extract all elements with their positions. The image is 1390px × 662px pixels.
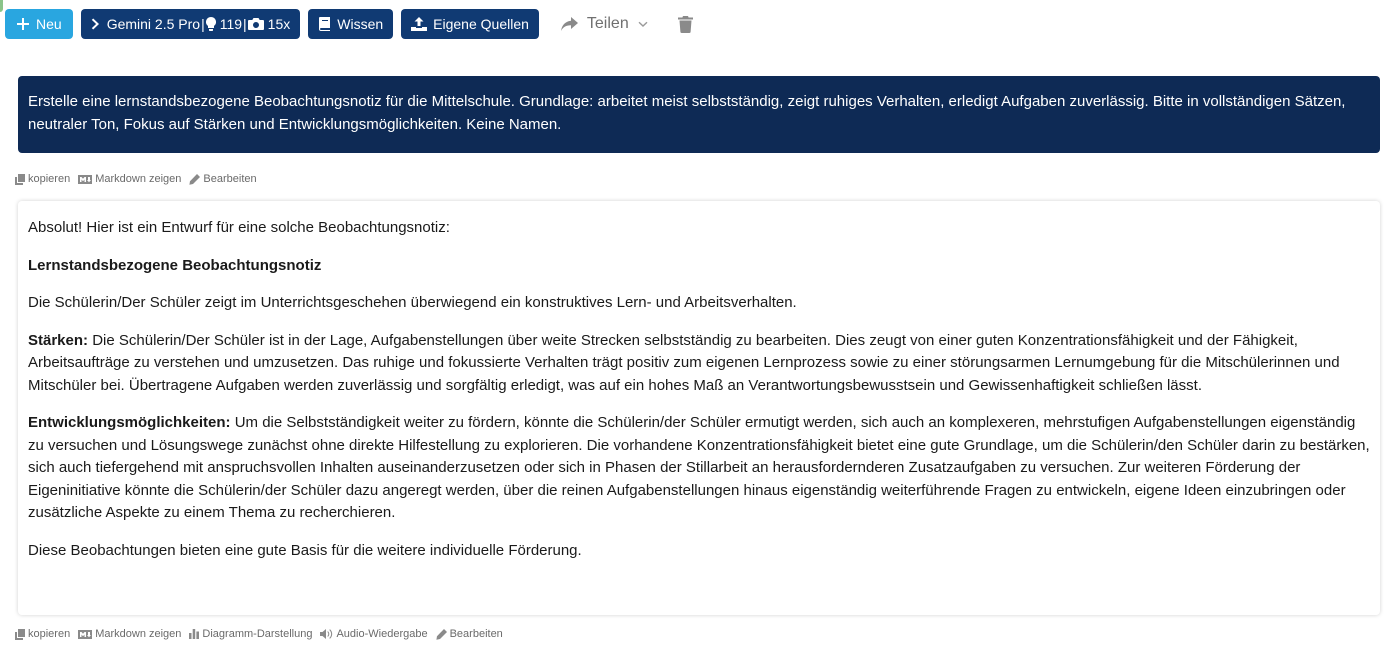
answer-audio-action[interactable]	[320, 628, 427, 640]
camera-icon	[248, 18, 264, 30]
answer-development	[28, 412, 1370, 525]
answer-strengths	[28, 330, 1370, 398]
assistant-answer	[18, 201, 1380, 615]
own-sources-button[interactable]	[401, 9, 539, 39]
edit-label: Bearbeiten	[449, 628, 503, 640]
chart-label: Diagramm-Darstellung	[202, 628, 313, 640]
upload-icon	[411, 17, 427, 31]
answer-actions	[15, 628, 511, 640]
markdown-label: Markdown zeigen	[95, 173, 182, 185]
markdown-icon	[78, 630, 92, 639]
lightbulb-icon	[206, 17, 216, 31]
model-separator-2: |	[243, 16, 247, 32]
prompt-actions	[15, 173, 265, 185]
chevron-right-icon	[91, 18, 101, 30]
book-icon	[318, 17, 331, 31]
prompt-markdown-action[interactable]	[78, 173, 181, 185]
model-name: Gemini 2.5 Pro	[106, 16, 201, 32]
pencil-icon	[189, 174, 200, 185]
answer-edit-action[interactable]	[436, 628, 503, 640]
prompt-copy-action[interactable]	[15, 173, 70, 185]
knowledge-button[interactable]	[308, 9, 393, 39]
trash-icon	[678, 16, 693, 33]
knowledge-label: Wissen	[337, 16, 384, 32]
answer-chart-action[interactable]	[189, 628, 312, 640]
answer-copy-action[interactable]	[15, 628, 70, 640]
images-stat	[248, 16, 291, 32]
own-sources-label: Eigene Quellen	[433, 16, 529, 32]
images-count: 15x	[267, 16, 291, 32]
markdown-label: Markdown zeigen	[95, 628, 182, 640]
answer-intro: Absolut! Hier ist ein Entwurf für eine solche Beobachtungsnotiz:	[28, 219, 450, 236]
answer-heading-text: Lernstandsbezogene Beobachtungsnotiz	[28, 256, 322, 274]
share-label: Teilen	[586, 15, 629, 32]
audio-label: Audio-Wiedergabe	[336, 628, 428, 640]
chevron-down-icon	[638, 21, 648, 28]
markdown-icon	[78, 175, 92, 184]
answer-heading	[28, 255, 1370, 278]
answer-closing: Diese Beobachtungen bieten eine gute Basis für die weitere individuelle Förderung.	[28, 541, 582, 559]
user-prompt-text: Erstelle eine lernstandsbezogene Beobachtungsnotiz für die Mittelschule. Grundlage: arbeitet meist selbstständig, zeigt ruhiges Verhalten, erledigt Aufgaben zuverlässig. Bitte in vollständigen Sätzen, neutraler Ton, Fokus auf Stärken und Entwicklungsmöglichkeiten. Keine Namen.	[28, 93, 1346, 133]
pencil-icon	[436, 629, 447, 640]
toolbar	[5, 9, 693, 39]
development-text: Um die Selbstständigkeit weiter zu fördern, könnte die Schülerin/der Schüler ermutigt werden, sich auch an komplexeren, mehrstufigen Aufgabenstellungen eigenständig zu versuchen und Lösungswege zunächst ohne direkte Hilfestellung zu explorieren. Die vorhandene Konzentrationsfähigkeit bietet eine gute Grundlage, um die Schülerin/den Schüler darin zu bestärken, sich auch tiefergehend mit anspruchsvollen Inhalten auseinanderzusetzen oder sich in Phasen der Stillarbeit an herausfordernderen Zusatzaufgaben zu versuchen. Zur weiteren Förderung der Eigeninitiative könnte die Schülerin/der Schüler dazu angeregt werden, über die reinen Aufgabenstellungen hinaus eigenständig weiterführende Fragen zu entwickeln, eigene Ideen einzubringen oder zusätzliche Aspekte zu einem Thema zu recherchieren.	[28, 414, 1370, 521]
plus-icon	[16, 17, 30, 31]
development-label: Entwicklungsmöglichkeiten:	[28, 414, 231, 431]
ideas-count: 119	[219, 16, 243, 32]
copy-label: kopieren	[28, 173, 71, 185]
model-separator: |	[201, 16, 205, 32]
answer-paragraph: Die Schülerin/Der Schüler zeigt im Unterrichtsgeschehen überwiegend ein konstruktives Lern- und Arbeitsverhalten.	[28, 294, 797, 311]
bar-chart-icon	[189, 629, 199, 639]
new-chat-label: Neu	[36, 16, 62, 32]
prompt-edit-action[interactable]	[189, 173, 256, 185]
delete-button[interactable]	[678, 16, 693, 33]
copy-icon	[15, 174, 25, 185]
edit-label: Bearbeiten	[203, 173, 257, 185]
model-selector-button[interactable]	[81, 9, 301, 39]
speaker-icon	[320, 629, 333, 639]
share-icon	[561, 17, 579, 31]
strengths-label: Stärken:	[28, 331, 89, 349]
copy-icon	[15, 629, 25, 640]
share-dropdown[interactable]	[561, 15, 648, 33]
strengths-text: Die Schülerin/Der Schüler ist in der Lage, Aufgabenstellungen über weite Strecken selbstständig zu bearbeiten. Dies zeugt von einer guten Konzentrationsfähigkeit und der Fähigkeit, Arbeitsaufträge zu verstehen und umzusetzen. Das ruhige und fokussierte Verhalten trägt positiv zum eigenen Lernprozess sowie zu einer störungsarmen Lernumgebung für die Mitschülerinnen und Mitschüler bei. Übertragene Aufgaben werden zuverlässig und sorgfältig erledigt, was auf ein hohes Maß an Verantwortungsbewusstsein und Gewissenhaftigkeit schließen lässt.	[28, 331, 1340, 394]
user-prompt-bubble	[18, 76, 1380, 153]
answer-markdown-action[interactable]	[78, 628, 181, 640]
window-edge-indicator	[0, 0, 3, 12]
copy-label: kopieren	[28, 628, 71, 640]
ideas-stat	[206, 16, 242, 32]
new-chat-button[interactable]	[5, 9, 73, 39]
